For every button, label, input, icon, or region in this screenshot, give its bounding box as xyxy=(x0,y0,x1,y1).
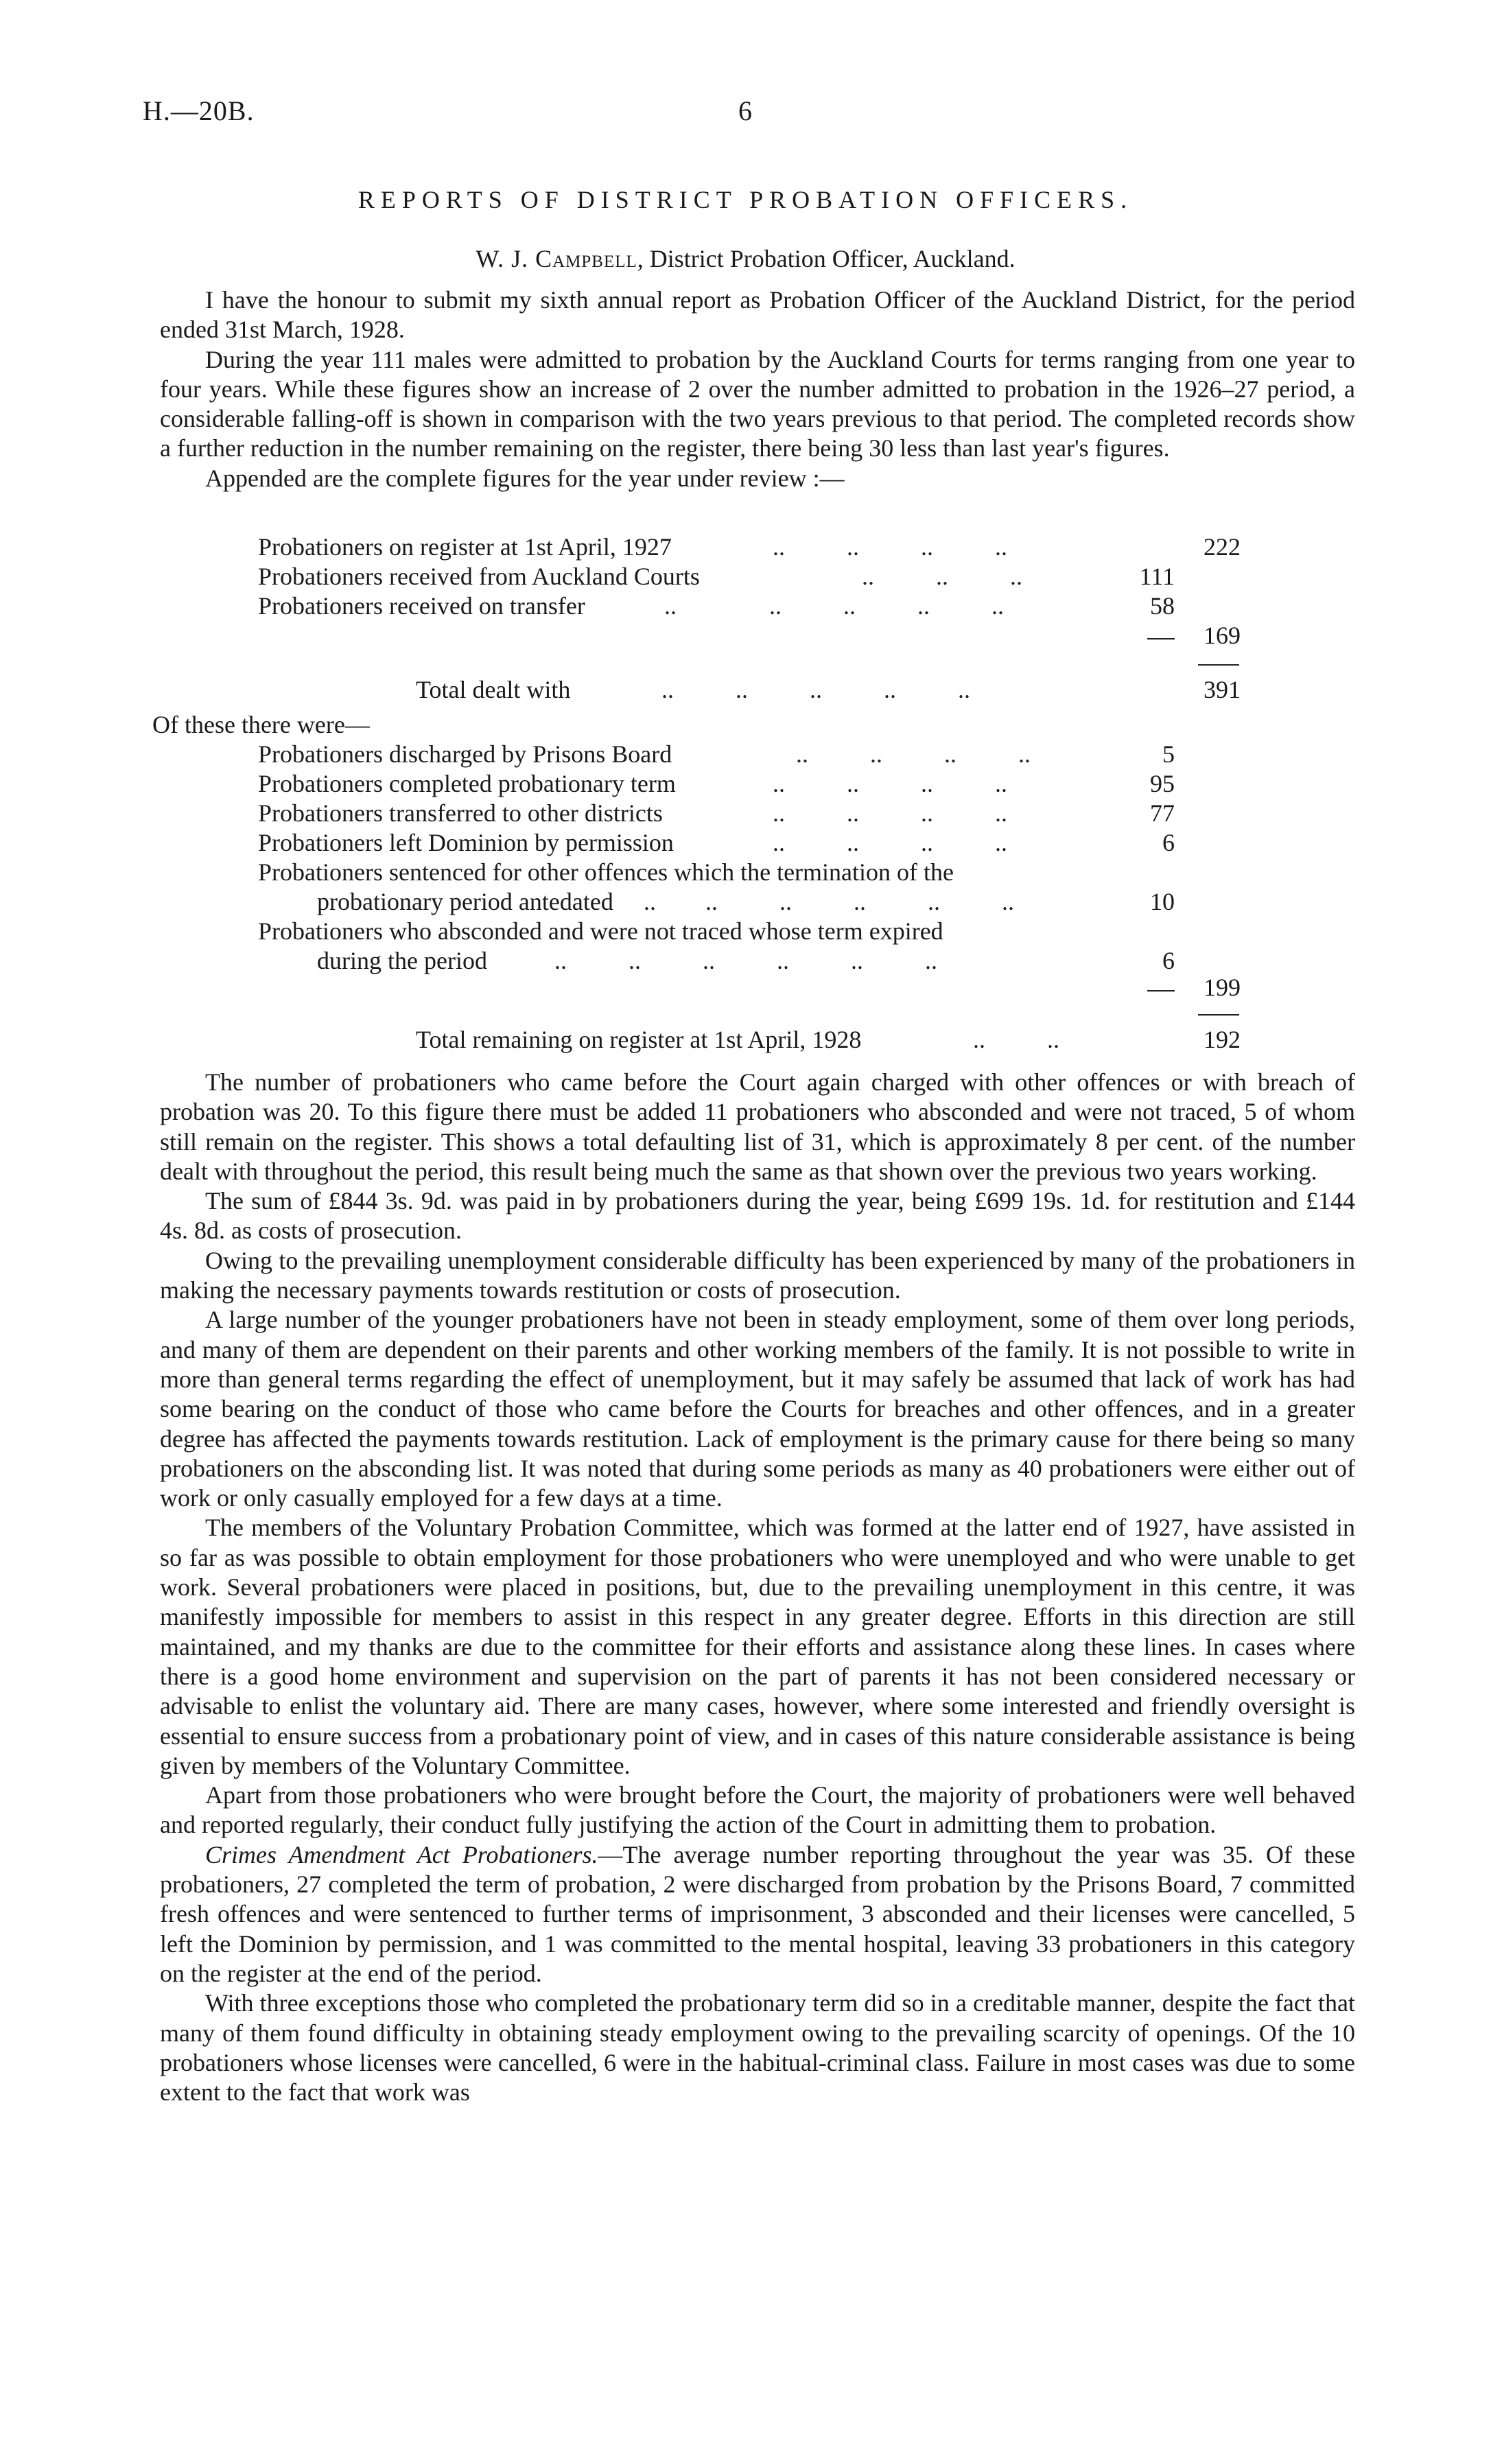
report-reference: H.—20B. xyxy=(143,95,255,126)
section-heading: Crimes Amendment Act Probationers. xyxy=(205,1840,598,1868)
row-value: 6 xyxy=(1162,829,1175,856)
row-value: 111 xyxy=(1139,563,1175,590)
total-value: 192 xyxy=(1204,1026,1241,1053)
row-label: Probationers received on transfer xyxy=(258,592,585,620)
intro-section xyxy=(160,285,1355,493)
document-page: H.—20B. 6 REPORTS OF DISTRICT PROBATION OFFICERS. W. J. Campbell, District Probation Officer, Auckland. I have the honour to submit my sixth annual report as Probation Officer of the Auckland District, for the period ended 31st March, 1928. During the year 111 males were admitted to probation by the Auckland Courts for terms ranging from one year to four years. While these figures show an increase of 2 over the number admitted to probation in the 1926–27 period, a considerable falling-off is shown in comparison with the two years previous to that period. The completed records show a further reduction in the number remaining on the register, there being 30 less than last year's figures. Appended are the complete figures for the year under review :— Probationers on register at 1st April, 1927 .. .. .. .. 222 Probationers received from Auckland Courts .. .. .. 111 Probationers received on transfer .. .. .. .. .. 58 169 Total dealt with .. .. .. .. .. 391 Of these there were— Probationers discharged by Prisons Board .. .. .. .. 5 Probationers completed probationary term .. .. .. .. 95 Probationers transferred to other districts .. .. .. .. 77 Probationers left Dominion by permission .. .. .. .. 6 Probationers sentenced for other offences which the termination of the probationary period antedated .. .. .. .. .. .. 10 Probationers who absconded and were not traced whose term expired during the period .. .. .. .. .. .. 6 199 Total remaining on register at 1st April, 1928 .. .. 192 The number of probationers who came before the Court again charged with other offences or with breach of probation was 20. To this figure there must be added 11 probationers who absconded and were not traced, 5 of whom still remain on the register. This shows a total defaulting list of 31, which is approximately 8 per cent. of the number dealt with throughout the period, this result being much the same as that shown over the previous two years working. The sum of £844 3s. 9d. was paid in by probationers during the year, being £699 19s. 1d. for restitution and £144 4s. 8d. as costs of prosecution. Owing to the prevailing unemployment considerable difficulty has been experienced by many of the probationers in making the necessary payments towards restitution or costs of prosecution. A large number of the younger probationers have not been in steady employment, some of them over long periods, and many of them are dependent on their parents and other working members of the family. It is not possible to write in more than general terms regarding the effect of unemployment, but it may safely be assumed that lack of work has had some bearing on the conduct of those who came before the Courts for breaches and other offences, and in a greater degree has affected the payments towards restitution. Lack of employment is the primary cause for there being so many probationers on the absconding list. It was noted that during some periods as many as 40 probationers were either out of work or only casually employed for a few days at a time. The members of the Voluntary Probation Committee, which was formed at the latter end of 1927, have assisted in so far as was possible to obtain employment for those probationers who were unemployed and who were unable to get work. Several probationers were placed in positions, but, due to the prevailing unemployment in this centre, it was manifestly impossible for members to assist in this respect in any greater degree. Efforts in this direction are still maintained, and my thanks are due to the committee for their efforts and assistance along these lines. In cases where there is a good home environment and supervision on the part of parents it has not been considered necessary or advisable to enlist the voluntary aid. There are many cases, however, where some interested and friendly oversight is essential to ensure success from a probationary point of view, and in cases of this nature considerable assistance is being given by members of the Voluntary Committee. Apart from those probationers who were brought before the Court, the majority of probationers were well behaved and reported regularly, their conduct fully justifying the action of the Court in admitting them to probation. Crimes Amendment Act Probationers.—The average number reporting throughout the year was 35. Of these probationers, 27 completed the term of probation, 2 were discharged from probation by the Prisons Board, 7 committed fresh offences and were sentenced to further terms of imprisonment, 3 absconded and their licenses were cancelled, 5 left the Dominion by permission, and 1 was committed to the mental hospital, leaving 33 probationers in this category on the register at the end of the period. With three exceptions those who completed the probationary term did so in a creditable manner, despite the fact that many of them found difficulty in obtaining steady employment owing to the prevailing scarcity of openings. Of the 10 probationers whose licenses were cancelled, 6 were in the habitual-criminal class. Failure in most cases was due to some extent to the fact that work was xyxy=(0,0,1491,2464)
total-rule xyxy=(1198,1014,1239,1016)
body-section xyxy=(160,1068,1355,2107)
row-value: 95 xyxy=(1150,770,1175,797)
paragraph: The number of probationers who came before the Court again charged with other offences or with breach of probation was 20. To this figure there must be added 11 probationers who absconded and were not traced, 5 of whom still remain on the register. This shows a total defaulting list of 31, which is approximately 8 per cent. of the number dealt with throughout the period, this result being much the same as that shown over the previous two years working. xyxy=(160,1068,1355,1185)
paragraph xyxy=(160,1840,1355,1988)
row-label: Probationers received from Auckland Courts xyxy=(258,563,700,590)
row-label: Probationers transferred to other districts xyxy=(258,799,663,827)
row-label-continued: during the period xyxy=(317,947,487,974)
paragraph: A large number of the younger probationers have not been in steady employment, some of them over long periods, and many of them are dependent on their parents and other working members of the family. It is not possible to write in more than general terms regarding the effect of unemployment, but it may safely be assumed that lack of work has had some bearing on the conduct of those who came before the Courts for breaches and other offences, and in a greater degree has affected the payments towards restitution. Lack of employment is the primary cause for there being so many probationers on the absconding list. It was noted that during some periods as many as 40 probationers were either out of work or only casually employed for a few days at a time. xyxy=(160,1306,1355,1512)
row-label: Probationers sentenced for other offences which the termination of the xyxy=(258,858,954,886)
row-value: 77 xyxy=(1150,799,1175,827)
subtotal-rule xyxy=(1147,638,1175,640)
paragraph: With three exceptions those who completed the probationary term did so in a creditable manner, despite the fact that many of them found difficulty in obtaining steady employment owing to the prevailing scarcity of openings. Of the 10 probationers whose licenses were cancelled, 6 were in the habitual-criminal class. Failure in most cases was due to some extent to the fact that work was xyxy=(160,1989,1355,2107)
paragraph: The members of the Voluntary Probation Committee, which was formed at the latter end of 1927, have assisted in so far as was possible to obtain employment for those probationers who were unemployed and who were unable to get work. Several probationers were placed in positions, but, due to the prevailing unemployment in this centre, it was manifestly impossible for members to assist in this respect in any greater degree. Efforts in this direction are still maintained, and my thanks are due to the committee for their efforts and assistance along these lines. In cases where there is a good home environment and supervision on the part of parents it has not been considered necessary or advisable to enlist the voluntary aid. There are many cases, however, where some interested and friendly oversight is essential to ensure success from a probationary point of view, and in cases of this nature considerable assistance is being given by members of the Voluntary Committee. xyxy=(160,1514,1355,1779)
page-number: 6 xyxy=(738,95,752,126)
paragraph: Owing to the prevailing unemployment considerable difficulty has been experienced by many of the probationers in making the necessary payments towards restitution or costs of prosecution. xyxy=(160,1246,1355,1304)
total-rule xyxy=(1198,664,1239,666)
total-value: 391 xyxy=(1204,676,1241,703)
row-subtotal: 199 xyxy=(1204,974,1241,1001)
row-label: Probationers who absconded and were not traced whose term expired xyxy=(258,917,943,945)
author-name: W. J. Campbell xyxy=(476,245,637,272)
author-role: , District Probation Officer, Auckland. xyxy=(637,245,1015,272)
total-label: Total dealt with xyxy=(416,676,571,703)
paragraph: Appended are the complete figures for the year under review :— xyxy=(205,464,845,492)
section-text: —The average number reporting throughout the year was 35. Of these probationers, 27 completed the term of probation, 2 were discharged from probation by the Prisons Board, 7 committed fresh offences and were sentenced to further terms of imprisonment, 3 absconded and their licenses were cancelled, 5 left the Dominion by permission, and 1 was committed to the mental hospital, leaving 33 probationers in this category on the register at the end of the period. xyxy=(160,1840,1355,1987)
row-subtotal: 169 xyxy=(1204,622,1241,649)
row-label: Probationers completed probationary term xyxy=(258,770,676,797)
paragraph: Apart from those probationers who were brought before the Court, the majority of probationers were well behaved and reported regularly, their conduct fully justifying the action of the Court in admitting them to probation. xyxy=(160,1781,1355,1839)
paragraph: I have the honour to submit my sixth annual report as Probation Officer of the Auckland District, for the period ended 31st March, 1928. xyxy=(160,286,1355,344)
row-value: 58 xyxy=(1150,592,1175,620)
subtotal-rule xyxy=(1147,990,1175,992)
author-line xyxy=(0,244,1491,273)
row-total: 222 xyxy=(1204,533,1241,561)
row-label-continued: probationary period antedated xyxy=(317,888,613,915)
row-label: Probationers discharged by Prisons Board xyxy=(258,740,672,768)
paragraph: The sum of £844 3s. 9d. was paid in by probationers during the year, being £699 19s. 1d. for restitution and £144 4s. 8d. as costs of prosecution. xyxy=(160,1187,1355,1245)
row-value: 6 xyxy=(1162,947,1175,974)
of-these-heading: Of these there were— xyxy=(152,711,370,738)
row-value: 5 xyxy=(1162,740,1175,768)
page-title: REPORTS OF DISTRICT PROBATION OFFICERS. xyxy=(357,186,1134,213)
total-label: Total remaining on register at 1st April, 1928 xyxy=(416,1026,862,1053)
paragraph: During the year 111 males were admitted to probation by the Auckland Courts for terms ranging from one year to four years. While these figures show an increase of 2 over the number admitted to probation in the 1926–27 period, a considerable falling-off is shown in comparison with the two years previous to that period. The completed records show a further reduction in the number remaining on the register, there being 30 less than last year's figures. xyxy=(160,345,1355,462)
row-label: Probationers on register at 1st April, 1927 xyxy=(258,533,672,561)
row-label: Probationers left Dominion by permission xyxy=(258,829,674,856)
row-value: 10 xyxy=(1150,888,1175,915)
